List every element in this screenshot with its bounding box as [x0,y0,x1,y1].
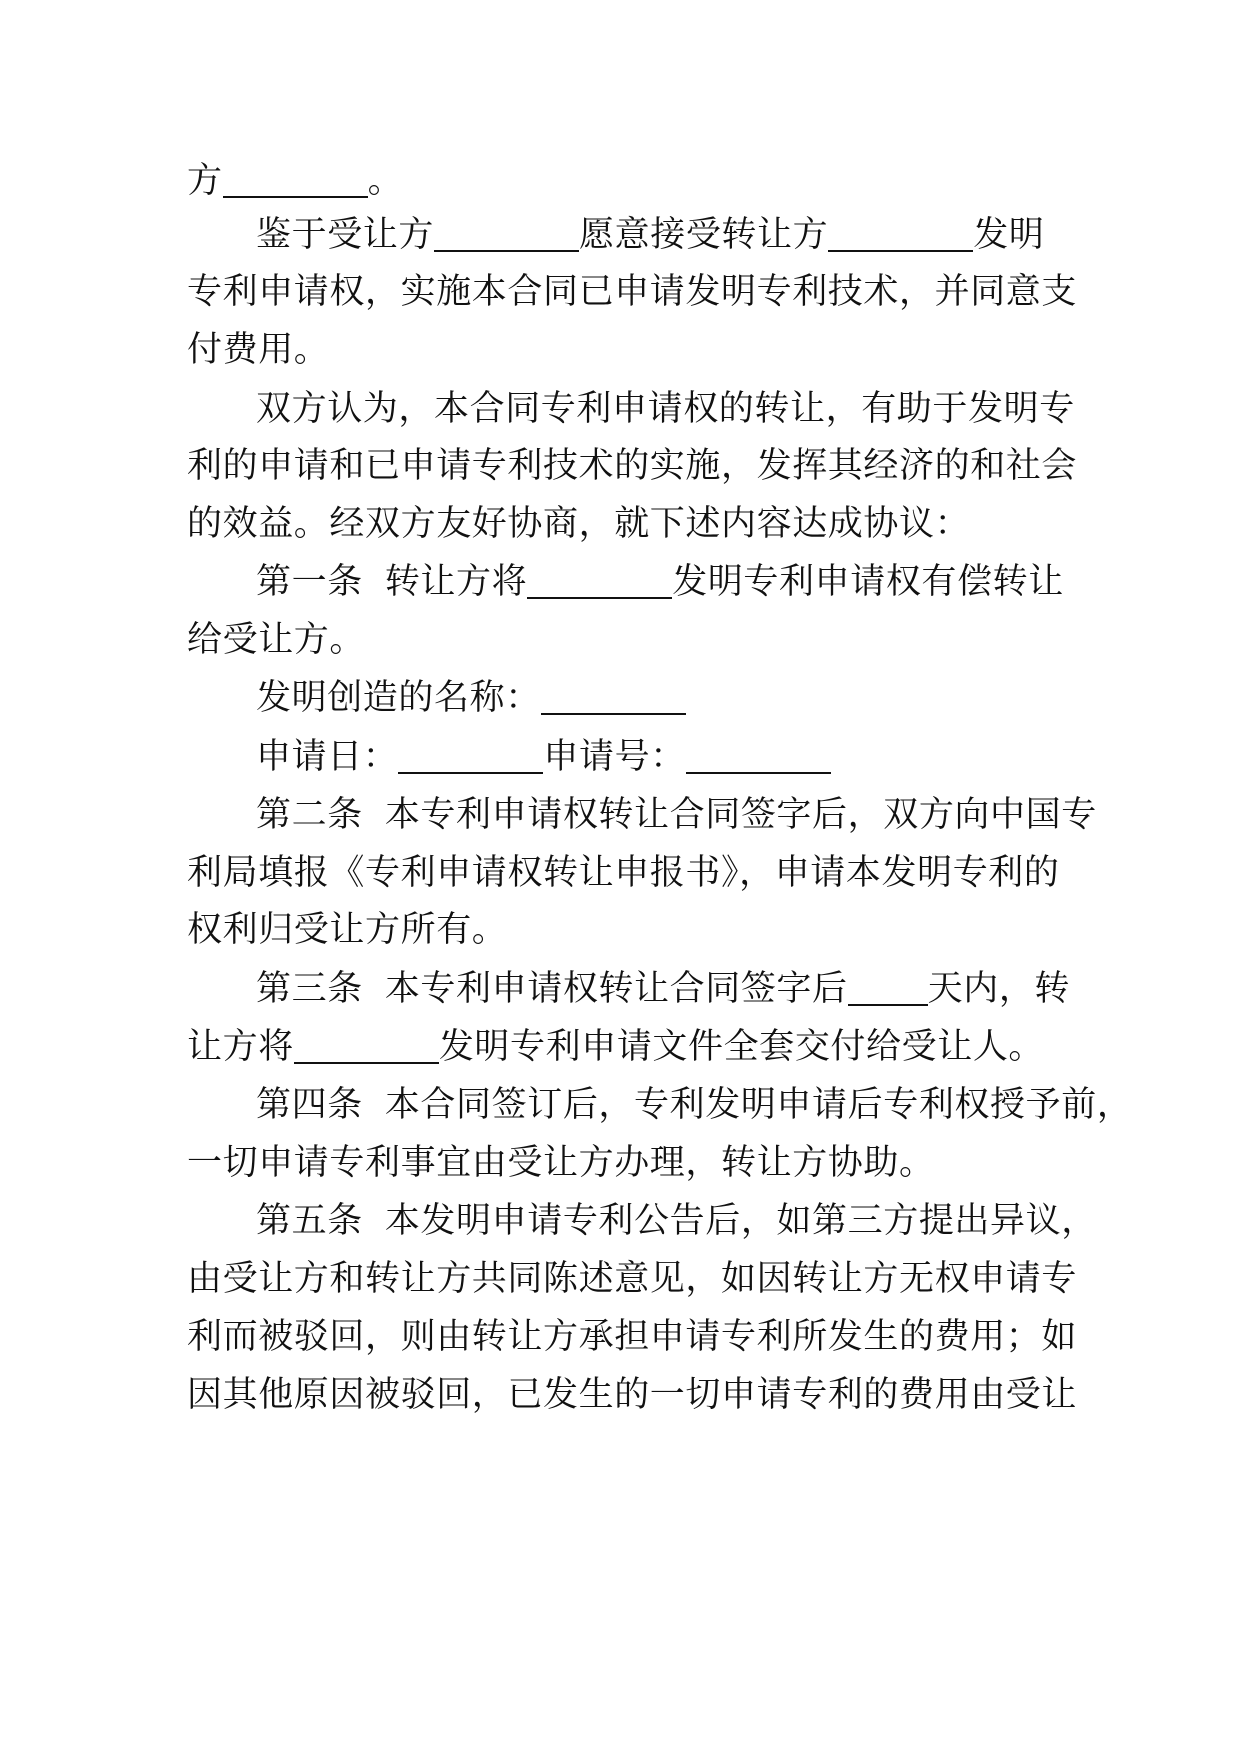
text: 愿意接受转让方 [579,215,829,255]
line-14: 权利归受让方所有。 [187,910,508,950]
line-22: 因其他原因被驳回，已发生的一切申请专利的费用由受让 [187,1375,1078,1415]
line-4: 付费用。 [187,330,330,370]
invention-name-blank[interactable] [541,678,686,715]
text: 发明 [973,215,1045,255]
line-3: 专利申请权，实施本合同已申请发明专利技术，并同意支 [187,272,1078,312]
line-8 [256,558,1064,606]
line-5: 双方认为，本合同专利申请权的转让，有助于发明专 [256,389,1075,429]
text: 本合同签订后，专利发明申请后专利权授予前， [384,1085,1133,1125]
line-1 [187,157,403,205]
article-heading: 第二条 [256,795,363,835]
text: 方 [187,161,223,201]
line-13: 利局填报《专利申请权转让申报书》，申请本发明专利的 [187,853,1060,893]
line-21: 利而被驳回，则由转让方承担申请专利所发生的费用；如 [187,1317,1078,1357]
text: 本专利申请权转让合同签字后，双方向中国专 [384,795,1097,835]
line-17 [256,1081,1132,1129]
fill-in-blank[interactable] [828,215,973,252]
line-6: 利的申请和已申请专利技术的实施，发挥其经济的和社会 [187,446,1078,486]
text: 发明专利申请权有偿转让 [672,562,1064,602]
fill-in-blank[interactable] [294,1027,439,1064]
line-11 [256,733,831,781]
article-heading: 第一条 [256,562,363,602]
article-heading: 第五条 [256,1201,363,1241]
article-heading: 第三条 [256,969,363,1009]
fill-in-blank[interactable] [434,215,579,252]
line-9: 给受让方。 [187,620,366,660]
text: 让方将 [187,1027,294,1067]
fill-in-blank[interactable] [223,161,368,198]
line-10 [256,674,686,722]
line-19 [256,1197,1097,1245]
line-15 [256,965,1070,1013]
apply-no-blank[interactable] [686,737,831,774]
text: 本专利申请权转让合同签字后 [384,969,848,1009]
text: 。 [367,161,404,201]
text: 天内，转 [927,969,1071,1009]
field-label: 申请日： [256,737,399,777]
fill-in-blank[interactable] [527,562,672,599]
line-16 [187,1023,1044,1071]
text: 鉴于受让方 [256,215,435,255]
text: 本发明申请专利公告后，如第三方提出异议， [384,1201,1097,1241]
line-12 [256,791,1097,839]
text: 发明专利申请文件全套交付给受让人。 [438,1027,1045,1067]
line-7: 的效益。经双方友好协商，就下述内容达成协议： [187,504,971,544]
field-label: 申请号： [543,737,686,777]
line-20: 由受让方和转让方共同陈述意见，如因转让方无权申请专 [187,1259,1078,1299]
field-label: 发明创造的名称： [256,678,541,718]
text: 转让方将 [384,562,528,602]
apply-date-blank[interactable] [398,737,543,774]
line-18: 一切申请专利事宜由受让方办理，转让方协助。 [187,1143,935,1183]
fill-in-blank[interactable] [848,969,928,1006]
line-2 [256,211,1044,259]
article-heading: 第四条 [256,1085,363,1125]
